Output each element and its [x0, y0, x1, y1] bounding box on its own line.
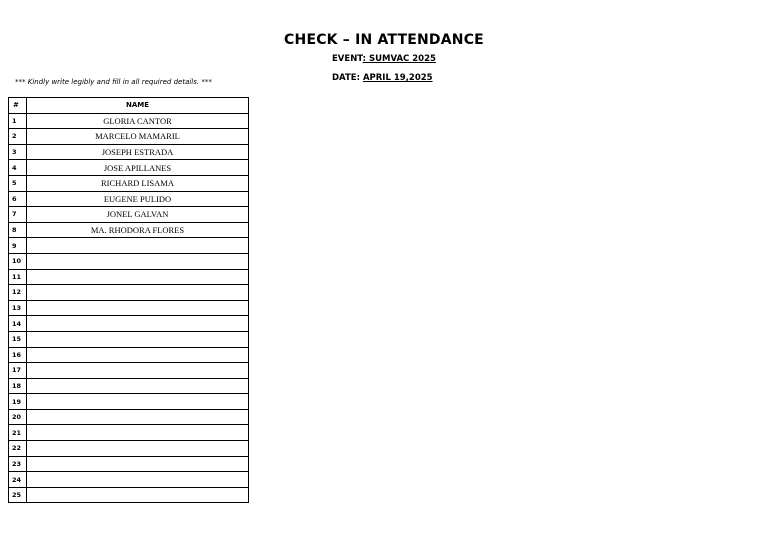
attendee-name [27, 316, 249, 332]
row-number: 2 [9, 129, 27, 145]
attendee-name [27, 378, 249, 394]
table-row [9, 222, 249, 238]
attendee-name [27, 347, 249, 363]
table-row [9, 175, 249, 191]
table-row [9, 441, 249, 457]
table-row [9, 378, 249, 394]
attendee-name [27, 425, 249, 441]
row-number: 23 [9, 456, 27, 472]
table-row [9, 456, 249, 472]
attendee-name [27, 253, 249, 269]
row-number: 6 [9, 191, 27, 207]
row-number: 12 [9, 285, 27, 301]
table-row [9, 472, 249, 488]
attendee-name [27, 238, 249, 254]
attendee-name: MA. RHODORA FLORES [27, 222, 249, 238]
table-row [9, 316, 249, 332]
row-number: 13 [9, 300, 27, 316]
row-number: 14 [9, 316, 27, 332]
row-number: 3 [9, 144, 27, 160]
table-row [9, 113, 249, 129]
table-row [9, 129, 249, 145]
row-number: 16 [9, 347, 27, 363]
column-header-number: # [9, 98, 27, 114]
date-label: DATE: [332, 73, 360, 83]
row-number: 20 [9, 409, 27, 425]
attendee-name [27, 487, 249, 503]
table-row [9, 394, 249, 410]
row-number: 22 [9, 441, 27, 457]
row-number: 1 [9, 113, 27, 129]
table-row [9, 347, 249, 363]
page-title: CHECK – IN ATTENDANCE [284, 32, 484, 48]
attendee-name: MARCELO MAMARIL [27, 129, 249, 145]
row-number: 15 [9, 331, 27, 347]
event-value: : SUMVAC 2025 [362, 54, 436, 64]
table-row [9, 300, 249, 316]
attendee-name: RICHARD LISAMA [27, 175, 249, 191]
table-row [9, 191, 249, 207]
table-row [9, 363, 249, 379]
attendee-name [27, 363, 249, 379]
attendee-name: GLORIA CANTOR [27, 113, 249, 129]
row-number: 18 [9, 378, 27, 394]
attendee-name [27, 472, 249, 488]
row-number: 10 [9, 253, 27, 269]
event-line [332, 54, 436, 64]
table-row [9, 331, 249, 347]
attendee-name: JONEL GALVAN [27, 207, 249, 223]
table-row [9, 238, 249, 254]
table-row [9, 269, 249, 285]
table-row [9, 285, 249, 301]
event-label: EVENT [332, 54, 363, 64]
attendee-name [27, 331, 249, 347]
attendee-name [27, 285, 249, 301]
attendee-name [27, 456, 249, 472]
row-number: 21 [9, 425, 27, 441]
table-header-row [9, 98, 249, 114]
instruction-note: *** Kindly write legibly and fill in all required details. *** [15, 78, 212, 86]
attendee-name: JOSE APILLANES [27, 160, 249, 176]
date-value: APRIL 19,2025 [362, 73, 433, 83]
table-row [9, 253, 249, 269]
row-number: 17 [9, 363, 27, 379]
table-row [9, 425, 249, 441]
table-row [9, 409, 249, 425]
attendee-name: EUGENE PULIDO [27, 191, 249, 207]
row-number: 9 [9, 238, 27, 254]
attendee-name [27, 300, 249, 316]
row-number: 8 [9, 222, 27, 238]
row-number: 25 [9, 487, 27, 503]
row-number: 7 [9, 207, 27, 223]
row-number: 4 [9, 160, 27, 176]
table-row [9, 207, 249, 223]
row-number: 19 [9, 394, 27, 410]
attendance-table [8, 97, 249, 503]
attendee-name [27, 394, 249, 410]
attendee-name [27, 441, 249, 457]
table-row [9, 487, 249, 503]
row-number: 5 [9, 175, 27, 191]
column-header-name: NAME [27, 98, 249, 114]
table-row [9, 144, 249, 160]
attendee-name: JOSEPH ESTRADA [27, 144, 249, 160]
attendee-name [27, 269, 249, 285]
table-row [9, 160, 249, 176]
row-number: 24 [9, 472, 27, 488]
date-line [332, 73, 433, 83]
row-number: 11 [9, 269, 27, 285]
attendee-name [27, 409, 249, 425]
